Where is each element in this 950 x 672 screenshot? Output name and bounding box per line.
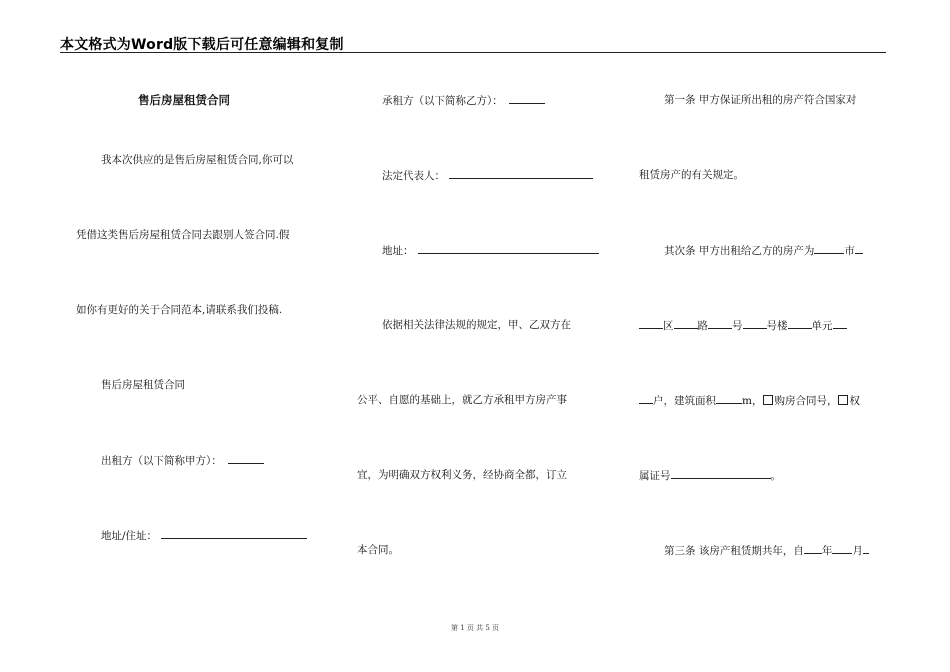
page-number: 第 1 页 共 5 页 (450, 624, 500, 632)
article-2-line-1 (664, 243, 863, 258)
cert-label: 属证号 (639, 470, 671, 482)
city-blank (814, 243, 844, 254)
article-2-line-4 (639, 468, 781, 483)
room-blank-start (833, 318, 847, 329)
document-header: 本文格式为Word版下载后可任意编辑和复制 (60, 37, 344, 53)
unit-label: 单元 (811, 320, 833, 332)
road-blank (674, 318, 698, 329)
number-blank (708, 318, 732, 329)
building-label: 号楼 (766, 320, 788, 332)
day-blank-start (863, 543, 869, 554)
district-label: 区 (663, 320, 674, 332)
checkbox-icon[interactable] (763, 395, 773, 405)
lessor-blank (228, 453, 264, 464)
article-3-prefix: 第三条 该房产租赁期共年，自 (664, 545, 804, 557)
article-2-line-3 (639, 393, 860, 408)
lessor-label: 出租方（以下简称甲方）： (101, 455, 222, 467)
number-label: 号 (732, 320, 743, 332)
legal-rep-line (382, 168, 593, 183)
intro-line-1: 我本次供应的是售后房屋租赁合同,你可以 (101, 154, 294, 166)
header-divider (60, 52, 886, 53)
unit-blank (788, 318, 812, 329)
year-label: 年 (821, 545, 833, 557)
contract-subtitle: 售后房屋租赁合同 (101, 379, 185, 391)
cert-blank (671, 468, 771, 479)
lessee-blank (509, 93, 545, 104)
legal-rep-label: 法定代表人： (382, 170, 445, 182)
legal-rep-blank (449, 168, 593, 179)
contract-title: 售后房屋租赁合同 (138, 93, 230, 107)
article-3-line-1 (664, 543, 869, 558)
article-2-prefix: 其次条 甲方出租给乙方的房产为 (664, 245, 815, 257)
room-label: 户，建筑面积 (653, 395, 716, 407)
title-label: 权 (849, 395, 860, 407)
road-label: 路 (697, 320, 708, 332)
preamble-line-3: 宜，为明确双方权利义务，经协商全都，订立 (357, 469, 567, 481)
article-1-line-1: 第一条 甲方保证所出租的房产符合国家对 (664, 94, 857, 106)
lessor-address-label: 地址/住址： (101, 530, 158, 542)
area-unit: m， (742, 395, 763, 407)
year-blank (804, 543, 822, 554)
lessor-address-blank (161, 528, 307, 539)
article-1-line-2: 租赁房产的有关规定。 (639, 169, 744, 181)
lessor-line (101, 453, 264, 468)
lessee-line (382, 93, 545, 108)
area-blank (716, 393, 742, 404)
month-blank (832, 543, 852, 554)
purchase-contract-label: 购房合同号， (774, 395, 838, 407)
lessee-label: 承租方（以下简称乙方）： (382, 95, 503, 107)
lessee-address-blank (418, 243, 599, 254)
checkbox-icon[interactable] (838, 395, 848, 405)
room-blank (639, 393, 653, 404)
cert-end: 。 (770, 470, 781, 482)
preamble-line-4: 本合同。 (357, 544, 399, 556)
article-2-line-2 (639, 318, 847, 333)
city-label: 市 (844, 245, 855, 257)
month-label: 月 (852, 545, 863, 557)
lessee-address-label: 地址： (382, 245, 414, 257)
intro-line-3: 如你有更好的关于合同范本,请联系我们投稿. (76, 304, 283, 316)
district-blank (639, 318, 663, 329)
preamble-line-1: 依据相关法律法规的规定，甲、乙双方在 (382, 319, 571, 331)
preamble-line-2: 公平、自愿的基础上，就乙方承租甲方房产事 (357, 394, 567, 406)
intro-line-2: 凭借这类售后房屋租赁合同去跟别人签合同.假 (76, 229, 290, 241)
district-blank-start (855, 243, 863, 254)
building-blank (743, 318, 767, 329)
lessee-address-line (382, 243, 599, 258)
lessor-address-line (101, 528, 307, 543)
